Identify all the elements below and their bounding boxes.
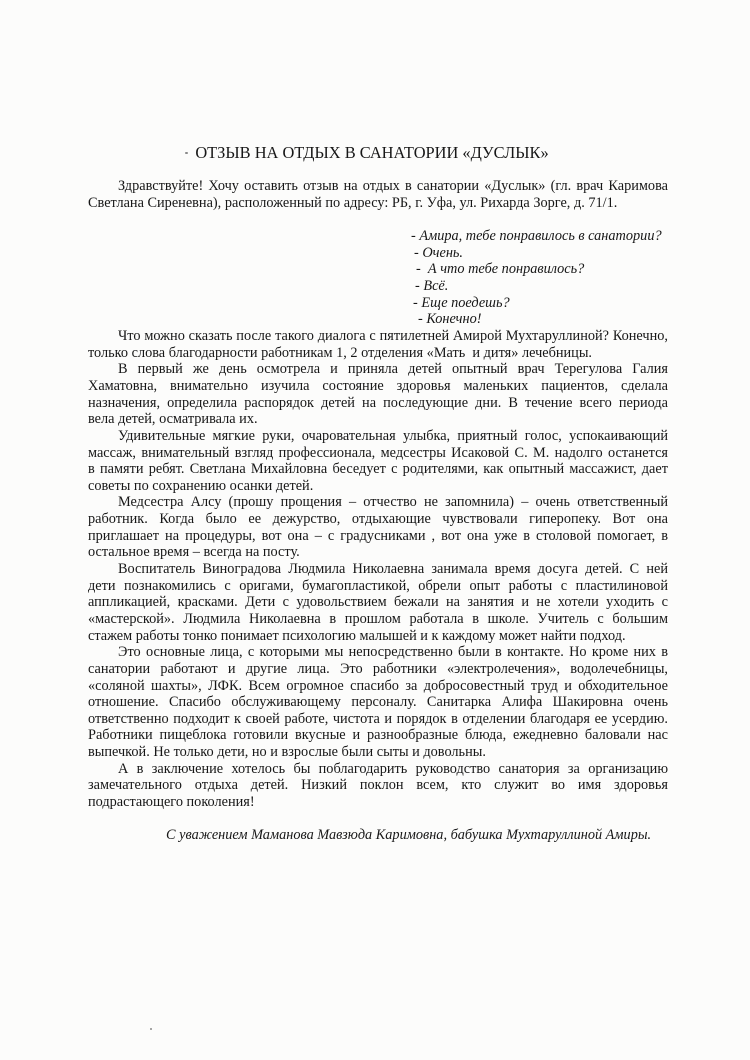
paragraph-line: Что можно сказать после такого диалога с пятилетней Амирой Мухтаруллиной? Конечно, — [118, 328, 668, 345]
paragraph-line: дети познакомились с оригами, бумагопластикой, обрели опыт работы с пластилиновой — [88, 577, 668, 594]
dialogue-line: - Конечно! — [418, 311, 482, 328]
paragraph-line: подрастающего поколения! — [88, 793, 255, 810]
paragraph-line: в памяти ребят. Светлана Михайловна беседует с родителями, как опытный массажист, дает — [88, 461, 668, 478]
paragraph-line: Работники пищеблока готовили вкусные и разнообразные блюда, ежедневно баловали нас — [88, 727, 668, 744]
dialogue-line: - Амира, тебе понравилось в санатории? — [411, 228, 662, 245]
paragraph-line: назначения, определила распорядок детей на последующие дни. В течение всего периода — [88, 394, 668, 411]
paragraph-line: Медсестра Алсу (прошу прощения – отчество не запомнила) – очень ответственный — [118, 494, 668, 511]
paragraph-line: «мастерской». Людмила Николаевна в прошлом работала в школе. Учитель с большим — [88, 610, 668, 627]
paragraph-line: А в заключение хотелось бы поблагодарить руководство санатория за организацию — [118, 760, 668, 777]
paragraph-line: остальное время – всегда на посту. — [88, 544, 300, 561]
paragraph — [88, 328, 668, 361]
paragraph-line: Удивительные мягкие руки, очаровательная улыбка, приятный голос, успокаивающий — [118, 427, 668, 444]
paragraph-line: аппликацией, красками. Дети с удовольствием бежали на занятия и не хотели уходить с — [88, 594, 668, 611]
paragraph-line: замечательного отдыха детей. Низкий поклон всем, кто служит во имя здоровья — [88, 777, 668, 794]
paragraph-line: Воспитатель Виноградова Людмила Николаевна занимала время досуга детей. С ней — [118, 561, 668, 578]
signature: С уважением Маманова Мавзюда Каримовна, бабушка Мухтаруллиной Амиры. — [166, 827, 652, 844]
blank-line — [88, 811, 668, 828]
letter-body — [88, 145, 668, 844]
dialogue-line: - Очень. — [414, 244, 463, 261]
dialogue-line: - А что тебе понравилось? — [416, 261, 585, 278]
paragraph — [88, 494, 668, 561]
dialogue-line: - Еще поедешь? — [413, 294, 510, 311]
intro-paragraph — [88, 178, 668, 211]
paragraph-line: работник. Когда было ее дежурство, отдыхающие чувствовали гиперопеку. Вот она — [88, 511, 668, 528]
paragraph-line: отношение. Спасибо обслуживающему персоналу. Санитарка Алифа Шакировна очень — [88, 694, 668, 711]
paragraph-line: выпечкой. Не только дети, но и взрослые были сыты и довольны. — [88, 744, 486, 761]
paragraph — [88, 644, 668, 760]
paragraph — [88, 361, 668, 428]
paragraph-line: «соляной шахты», ЛФК. Всем огромное спасибо за добросовестный труд и обходительное — [88, 677, 668, 694]
paragraph-line: советы по сохранению осанки детей. — [88, 477, 314, 494]
letter-title: ОТЗЫВ НА ОТДЫХ В САНАТОРИИ «ДУСЛЫК» — [195, 143, 549, 162]
paragraph-line: вела детей, осматривала их. — [88, 411, 258, 428]
paragraph-line: стажем работы тонко понимает психологию малышей и к каждому может найти подход. — [88, 627, 626, 644]
paragraph-line: Здравствуйте! Хочу оставить отзыв на отдых в санатории «Дуслык» (гл. врач Каримова — [118, 178, 668, 195]
paragraph-line: Светлана Сиреневна), расположенный по адресу: РБ, г. Уфа, ул. Рихарда Зорге, д. 71/1. — [88, 194, 618, 211]
paragraph — [88, 761, 668, 811]
paragraph-line: ответственно подходит к своей работе, чистота и порядок в отделении благодаря ее усердию. — [88, 710, 668, 727]
paragraph-line: массаж, внимательный взгляд профессионала, медсестры Исаковой С. М. надолго останется — [88, 444, 668, 461]
blank-line — [88, 212, 668, 229]
paragraph-line: только слова благодарности работникам 1, 2 отделения «Мать и дитя» лечебницы. — [88, 344, 593, 361]
scan-speck — [150, 1028, 152, 1030]
blank-line — [88, 162, 668, 179]
paragraph-line: В первый же день осмотрела и приняла детей опытный врач Терегулова Галия — [118, 361, 668, 378]
paragraph-line: Это основные лица, с которыми мы непосредственно были в контакте. Но кроме них в — [118, 644, 668, 661]
dialogue-line: - Всё. — [415, 278, 449, 295]
paragraph — [88, 428, 668, 495]
paragraph-line: санатории работают и другие лица. Это работники «электролечения», водолечебницы, — [88, 660, 668, 677]
paragraph-line: Хаматовна, внимательно изучила состояние здоровья маленьких пациентов, сделала — [88, 377, 668, 394]
paragraph — [88, 561, 668, 644]
dialogue — [88, 228, 668, 328]
paragraph-line: приглашает на процедуры, вот она – с градусниками , вот она уже в столовой помогает, в — [88, 527, 668, 544]
